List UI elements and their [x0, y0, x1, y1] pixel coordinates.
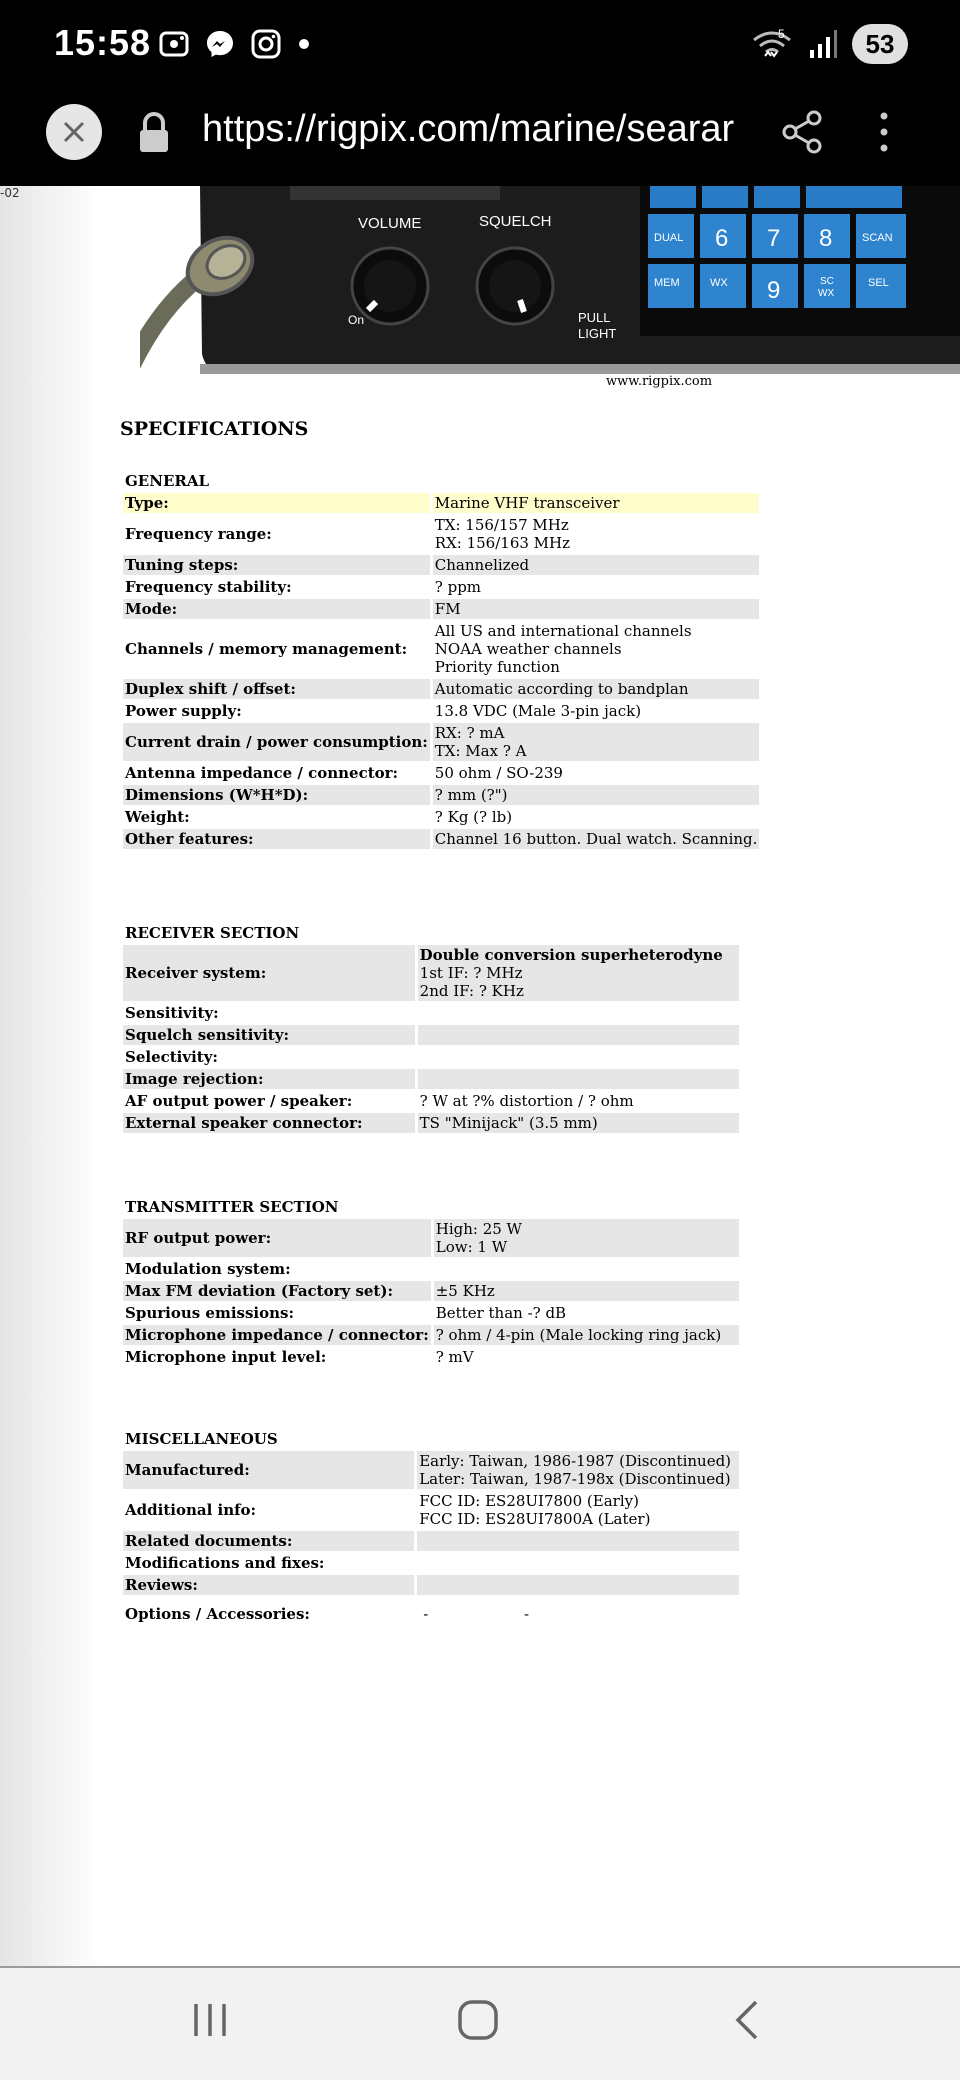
spec-value: [433, 829, 760, 849]
transmitter-rows: [123, 1219, 739, 1367]
spec-value-line: 13.8 VDC (Male 3-pin jack): [434, 702, 642, 720]
spec-row: [123, 1259, 739, 1279]
spec-value: [418, 1091, 739, 1111]
spec-row: [123, 493, 759, 513]
recent-apps-icon[interactable]: [190, 1998, 230, 2042]
spec-value-line: ? mm (?"): [434, 786, 508, 804]
status-right: [750, 24, 908, 64]
spec-row: [123, 599, 759, 619]
gallery-icon: [158, 28, 190, 60]
spec-row: [123, 1091, 739, 1111]
spec-value: [434, 1259, 739, 1279]
spec-key: Modulation system:: [125, 1260, 291, 1278]
spec-value-line: ? ppm: [434, 578, 482, 596]
key-sc-label: SC: [820, 276, 834, 287]
volume-label: VOLUME: [358, 215, 422, 232]
spec-value-line: All US and international channels: [434, 622, 692, 640]
radio-photo: [140, 186, 960, 392]
key-wx: WX: [710, 277, 728, 289]
spec-value: [417, 1531, 739, 1551]
spec-key: Manufactured:: [123, 1451, 414, 1489]
spec-value-line: ? Kg (? lb): [434, 808, 513, 826]
spec-value-line: Later: Taiwan, 1987-198x (Discontinued): [419, 1470, 731, 1488]
spec-value-line: ? W at ?% distortion / ? ohm: [419, 1092, 634, 1110]
spec-value: [417, 1451, 739, 1489]
spec-key: Channels / memory management:: [125, 640, 408, 658]
spec-key: Additional info:: [125, 1501, 257, 1519]
share-icon[interactable]: [780, 108, 824, 156]
spec-row: [123, 1491, 739, 1529]
web-page[interactable]: [0, 186, 960, 1966]
lock-icon[interactable]: [136, 110, 172, 156]
key-9: 9: [767, 277, 781, 304]
misc-rows: [123, 1451, 739, 1595]
notification-icons: [158, 28, 312, 60]
spec-value: [418, 1069, 739, 1089]
spec-row: [123, 945, 739, 1001]
spec-key: Other features:: [123, 829, 430, 849]
options-value-2[interactable]: -: [523, 1605, 530, 1623]
spec-value: [418, 1047, 739, 1067]
key-sel: SEL: [868, 277, 889, 289]
spec-key: Modifications and fixes:: [125, 1554, 325, 1572]
spec-value-line: High: 25 W: [435, 1220, 522, 1238]
spec-value-line: Marine VHF transceiver: [434, 494, 620, 512]
spec-key: Antenna impedance / connector:: [125, 764, 399, 782]
spec-value-line: RX: ? mA: [434, 724, 505, 742]
spec-row: [123, 1553, 739, 1573]
receiver-title: RECEIVER SECTION: [125, 924, 300, 942]
options-row: [123, 1597, 739, 1624]
spec-key: Duplex shift / offset:: [123, 679, 430, 699]
spec-key: Type:: [123, 493, 430, 513]
spec-key: Max FM deviation (Factory set):: [123, 1281, 431, 1301]
spec-value-line: [419, 1532, 737, 1550]
spec-value: [434, 1325, 739, 1345]
spec-value-line: FCC ID: ES28UI7800 (Early): [419, 1492, 639, 1510]
spec-value: [434, 1347, 739, 1367]
spec-row: [123, 1219, 739, 1257]
spec-key: Selectivity:: [125, 1048, 218, 1066]
spec-row: [123, 1025, 739, 1045]
spec-value: [433, 621, 760, 677]
section-heading: [123, 1428, 739, 1449]
spec-value: [433, 577, 760, 597]
spec-row: [123, 763, 759, 783]
spec-value-line: [419, 1554, 737, 1572]
spec-value: [417, 1575, 739, 1595]
spec-value: [418, 1025, 739, 1045]
receiver-table: [120, 920, 742, 1135]
spec-value-line: [420, 1004, 737, 1022]
overflow-menu-icon[interactable]: [872, 108, 896, 156]
spec-row: [123, 785, 759, 805]
spec-value-line: Early: Taiwan, 1986-1987 (Discontinued): [419, 1452, 732, 1470]
spec-value: [418, 1113, 739, 1133]
spec-key: Frequency range:: [125, 525, 272, 543]
spec-value-line: TS "Minijack" (3.5 mm): [419, 1114, 598, 1132]
section-heading: [123, 922, 739, 943]
spec-row: [123, 723, 759, 761]
spec-row: [123, 1575, 739, 1595]
spec-value-line: Channelized: [434, 556, 530, 574]
wifi-badge: 5: [778, 27, 785, 41]
key-dual: DUAL: [654, 232, 684, 244]
spec-value: [434, 1303, 739, 1323]
spec-row: [123, 1303, 739, 1323]
spec-value: [433, 679, 760, 699]
spec-value-line: Low: 1 W: [435, 1238, 508, 1256]
spec-key: RF output power:: [123, 1219, 431, 1257]
spec-row: [123, 515, 759, 553]
spec-value: [433, 555, 760, 575]
spec-key: Dimensions (W*H*D):: [123, 785, 430, 805]
spec-key: Current drain / power consumption:: [123, 723, 430, 761]
spec-row: [123, 1047, 739, 1067]
section-heading: [123, 470, 759, 491]
spec-value-line: Automatic according to bandplan: [434, 680, 689, 698]
spec-key: AF output power / speaker:: [125, 1092, 353, 1110]
spec-row: [123, 621, 759, 677]
section-heading: [123, 1196, 739, 1217]
spec-value-line: RX: 156/163 MHz: [434, 534, 571, 552]
spec-value-line: TX: Max ? A: [434, 742, 527, 760]
general-title: GENERAL: [125, 472, 210, 490]
general-rows: [123, 493, 759, 849]
spec-key: Tuning steps:: [123, 555, 430, 575]
spec-key: Frequency stability:: [125, 578, 292, 596]
spec-value: [417, 1491, 739, 1529]
spec-value: [433, 493, 760, 513]
spec-value-line: Priority function: [434, 658, 560, 676]
spec-row: [123, 807, 759, 827]
spec-value: [433, 723, 760, 761]
spec-row: [123, 555, 759, 575]
messenger-icon: [204, 28, 236, 60]
spec-key: Reviews:: [123, 1575, 414, 1595]
spec-key: Spurious emissions:: [125, 1304, 294, 1322]
spec-value: [434, 1281, 739, 1301]
spec-value-line: [420, 1026, 737, 1044]
spec-value-line: 1st IF: ? MHz: [419, 964, 523, 982]
misc-table: [120, 1426, 742, 1626]
url-field[interactable]: https://rigpix.com/marine/searar: [202, 108, 735, 150]
keypad-top-row: [650, 186, 902, 208]
spec-key: Mode:: [123, 599, 430, 619]
spec-value-line: TX: 156/157 MHz: [434, 516, 569, 534]
light-label: LIGHT: [578, 326, 617, 341]
status-time: 15:58: [54, 22, 152, 63]
keypad-row-1: [648, 214, 906, 258]
spec-title: SPECIFICATIONS: [120, 418, 309, 440]
battery-indicator: 53: [852, 24, 908, 64]
system-nav-bar: [0, 1966, 960, 2080]
dot-icon: [296, 28, 312, 60]
spec-key: Receiver system:: [123, 945, 415, 1001]
spec-row: [123, 1531, 739, 1551]
spec-value-line: ? mV: [435, 1348, 474, 1366]
home-icon[interactable]: [456, 1998, 500, 2042]
spec-value: [433, 515, 760, 553]
spec-row: [123, 1003, 739, 1023]
wifi-icon: [750, 26, 794, 62]
squelch-label: SQUELCH: [479, 213, 552, 230]
spec-value-line: Double conversion superheterodyne: [419, 946, 723, 964]
key-mem: MEM: [654, 277, 680, 289]
spec-value: [433, 807, 760, 827]
spec-value: [433, 785, 760, 805]
spec-row: [123, 577, 759, 597]
pull-label: PULL: [578, 310, 611, 325]
misc-title: MISCELLANEOUS: [125, 1430, 278, 1448]
spec-row: [123, 1281, 739, 1301]
spec-row: [123, 1347, 739, 1367]
spec-row: [123, 1325, 739, 1345]
receiver-rows: [123, 945, 739, 1133]
spec-row: [123, 1069, 739, 1089]
edge-label: -02: [0, 186, 20, 200]
spec-value-line: [420, 1048, 737, 1066]
spec-row: [123, 1451, 739, 1489]
browser-toolbar: [0, 90, 960, 186]
key-scan: SCAN: [862, 232, 893, 244]
spec-row: [123, 829, 759, 849]
close-tab-button[interactable]: [46, 104, 102, 160]
spec-value-line: [419, 1576, 737, 1594]
spec-value: [433, 763, 760, 783]
spec-value: [433, 701, 760, 721]
spec-value-line: Better than -? dB: [435, 1304, 567, 1322]
spec-key: Weight:: [125, 808, 190, 826]
signal-icon: [808, 28, 838, 60]
spec-key: External speaker connector:: [123, 1113, 415, 1133]
spec-key: Microphone input level:: [125, 1348, 327, 1366]
spec-key: Power supply:: [125, 702, 242, 720]
key-8: 8: [819, 225, 833, 252]
spec-key: Image rejection:: [123, 1069, 415, 1089]
key-wx2-label: WX: [818, 288, 835, 299]
spec-value: [417, 1553, 739, 1573]
spec-key: Related documents:: [123, 1531, 414, 1551]
spec-value-line: Channel 16 button. Dual watch. Scanning.: [434, 830, 758, 848]
spec-value-line: ±5 KHz: [435, 1282, 495, 1300]
spec-key: Microphone impedance / connector:: [125, 1326, 429, 1344]
spec-value-line: ? ohm / 4-pin (Male locking ring jack): [435, 1326, 722, 1344]
spec-value-line: 2nd IF: ? KHz: [419, 982, 524, 1000]
transmitter-title: TRANSMITTER SECTION: [125, 1198, 339, 1216]
spec-row: [123, 701, 759, 721]
back-icon[interactable]: [730, 1998, 762, 2042]
options-value-1[interactable]: -: [423, 1605, 429, 1623]
key-6: 6: [715, 225, 729, 252]
spec-value-line: NOAA weather channels: [434, 640, 622, 658]
spec-value-line: [420, 1070, 737, 1088]
spec-value: [433, 599, 760, 619]
spec-value-line: 50 ohm / SO-239: [434, 764, 563, 782]
transmitter-table: [120, 1194, 742, 1369]
general-table: [120, 468, 762, 851]
spec-value-line: FCC ID: ES28UI7800A (Later): [419, 1510, 651, 1528]
spec-value: [418, 945, 739, 1001]
spec-value-line: FM: [434, 600, 461, 618]
spec-value: [418, 1003, 739, 1023]
spec-key: Sensitivity:: [125, 1004, 219, 1022]
close-icon: [60, 118, 88, 146]
watermark: www.rigpix.com: [606, 374, 713, 389]
spec-value-line: [436, 1260, 737, 1278]
spec-value: [434, 1219, 739, 1257]
spec-row: [123, 1113, 739, 1133]
instagram-icon: [250, 28, 282, 60]
status-bar: [0, 0, 960, 90]
keypad-row-2: [648, 264, 906, 308]
key-7: 7: [767, 225, 781, 252]
on-label: On: [348, 313, 365, 327]
spec-key: Squelch sensitivity:: [123, 1025, 415, 1045]
page-left-shade: [0, 186, 100, 1966]
spec-row: [123, 679, 759, 699]
options-key: Options / Accessories:: [125, 1605, 310, 1623]
